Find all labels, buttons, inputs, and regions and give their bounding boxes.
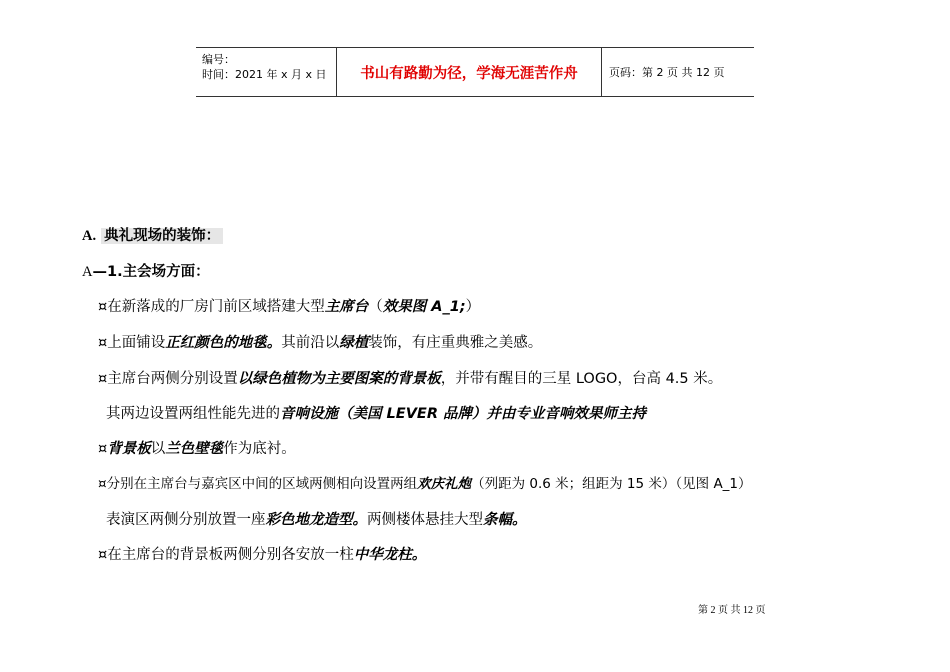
emphasis-run: 彩色地龙造型。 xyxy=(265,512,367,528)
paragraph-line xyxy=(98,474,752,494)
paragraph-line xyxy=(98,439,296,459)
text-run: 两侧楼体悬挂大型 xyxy=(367,512,483,528)
header-motto: 书山有路勤为径，学海无涯苦作舟 xyxy=(360,65,578,82)
serial-label: 编号： xyxy=(202,53,235,66)
emphasis-run: 以绿色植物为主要图案的背景板 xyxy=(237,371,441,387)
text-run: ¤分别在主席台与嘉宾区中间的区域两侧相向设置两组 xyxy=(98,476,418,492)
emphasis-run: 欢庆礼炮 xyxy=(417,476,472,492)
section-letter: A. xyxy=(82,228,97,244)
text-run: ） xyxy=(465,299,481,315)
subsection-prefix: A xyxy=(82,264,93,280)
text-run: 其前沿以 xyxy=(281,335,340,351)
text-run: ，并带有醒目的三星 LOGO，台高 4.5 米。 xyxy=(440,371,723,387)
emphasis-run: 兰色壁毯 xyxy=(165,441,224,457)
subsection-heading xyxy=(82,262,210,282)
text-run: ¤在新落成的厂房门前区域搭建大型 xyxy=(98,299,325,315)
emphasis-run: 正红颜色的地毯。 xyxy=(165,335,282,351)
section-heading xyxy=(82,226,223,246)
paragraph-line xyxy=(98,545,426,565)
text-run: 作为底衬。 xyxy=(223,441,296,457)
subsection-title: —1.主会场方面： xyxy=(92,264,210,280)
text-run: ¤主席台两侧分别设置 xyxy=(98,371,238,387)
paragraph-line xyxy=(98,369,722,389)
emphasis-run: 效果图 A_1; xyxy=(382,299,466,315)
text-run: ¤上面铺设 xyxy=(98,335,166,351)
text-run: 装饰，有庄重典雅之美感。 xyxy=(368,335,543,351)
emphasis-run: 中华龙柱。 xyxy=(353,547,427,563)
paragraph-line xyxy=(98,333,542,353)
emphasis-run: 背景板 xyxy=(107,441,151,457)
text-run: 其两边设置两组性能先进的 xyxy=(106,406,280,422)
paragraph-line xyxy=(98,297,480,317)
section-title: 典礼现场的装饰： xyxy=(101,228,223,244)
text-run: （列距为 0.6 米；组距为 15 米）（见图 A_1） xyxy=(471,476,752,492)
paragraph-line xyxy=(106,510,527,530)
date-label: 时间：2021 年 x 月 x 日 xyxy=(202,68,327,81)
paragraph-line xyxy=(106,404,646,424)
emphasis-run: 绿植 xyxy=(339,335,369,351)
page-footer: 第 2 页 共 12 页 xyxy=(698,605,766,616)
text-run: ¤在主席台的背景板两侧分别各安放一柱 xyxy=(98,547,354,563)
emphasis-run: 条幅。 xyxy=(483,512,527,528)
text-run: （ xyxy=(368,299,383,315)
page-header xyxy=(196,47,754,97)
header-divider xyxy=(601,48,602,96)
text-run: ¤ xyxy=(98,441,108,457)
text-run: 表演区两侧分别放置一座 xyxy=(106,512,266,528)
header-page-label: 页码：第 2 页 共 12 页 xyxy=(609,66,725,79)
emphasis-run: 音响设施（美国 LEVER 品牌）并由专业音响效果师主持 xyxy=(280,406,647,422)
header-meta xyxy=(202,52,327,82)
emphasis-run: 主席台 xyxy=(324,299,369,315)
text-run: 以 xyxy=(150,441,166,457)
